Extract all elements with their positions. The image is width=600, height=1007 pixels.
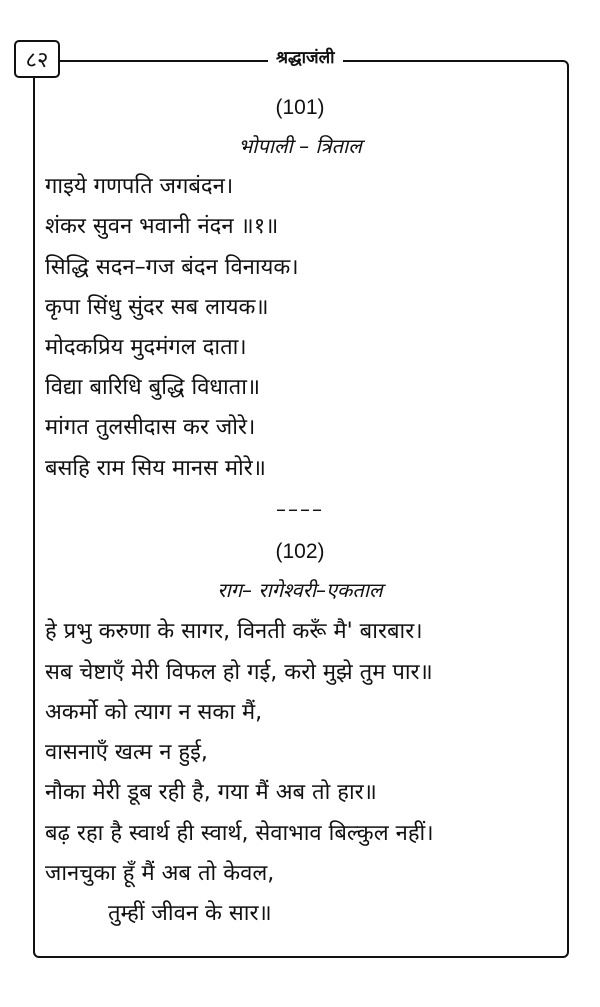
verse-line: अकर्मो को त्याग न सका मैं, <box>45 700 263 725</box>
verse-line: सिद्धि सदन–गज बंदन विनायक। <box>45 255 299 280</box>
section-separator: –––– <box>276 497 324 521</box>
verse-line: बसहि राम सिय मानस मोरे॥ <box>45 456 266 481</box>
song-number: (102) <box>275 540 325 563</box>
verse-line: नौका मेरी डूब रही है, गया मैं अब तो हार॥ <box>45 780 377 805</box>
verse-line: मांगत तुलसीदास कर जोरे। <box>45 415 256 440</box>
verse-line: गाइये गणपति जगबंदन। <box>45 174 234 199</box>
page-number: ८२ <box>14 40 60 78</box>
verse-line: सब चेष्टाएँ मेरी विफल हो गई, करो मुझे तुम पार॥ <box>45 660 433 685</box>
verse-line: वासनाएँ खत्म न हुई, <box>45 740 208 765</box>
verse-line: बढ़ रहा है स्वार्थ ही स्वार्थ, सेवाभाव बिल्कुल नहीं। <box>45 821 434 846</box>
verse-line: जानचुका हूँ मैं अब तो केवल, <box>45 861 275 886</box>
verse-line: कृपा सिंधु सुंदर सब लायक॥ <box>45 295 269 320</box>
verse-line: शंकर सुवन भवानी नंदन ॥१॥ <box>45 214 279 239</box>
verse-line: विद्या बारिधि बुद्धि विधाता॥ <box>45 375 261 400</box>
verse-line: मोदकप्रिय मुदमंगल दाता। <box>45 335 247 360</box>
verse-line: हे प्रभु करुणा के सागर, विनती करूँ मै' बारबार। <box>45 619 423 644</box>
raga-heading: भोपाली – त्रिताल <box>238 134 362 158</box>
running-header-title: श्रद्धाजंली <box>268 47 343 69</box>
song-number: (101) <box>275 96 325 119</box>
verse-line: तुम्हीं जीवन के सार॥ <box>108 901 272 926</box>
raga-heading: राग– रागेश्वरी–एकताल <box>217 578 383 602</box>
